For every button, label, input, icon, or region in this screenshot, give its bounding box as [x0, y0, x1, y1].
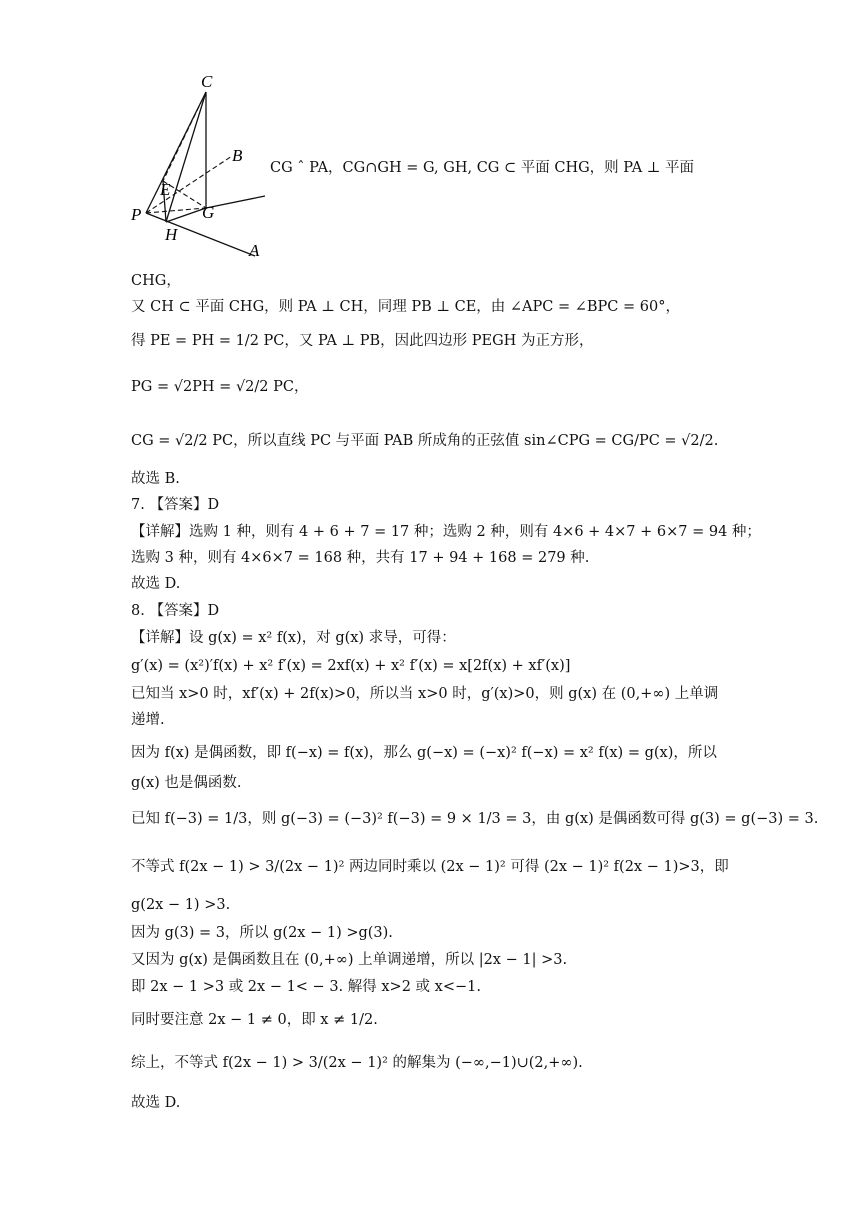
text-line-22: 因为 g(3) = 3，所以 g(2x − 1) >g(3).: [131, 925, 393, 941]
label-a: A: [249, 241, 260, 260]
text-line-20: 不等式 f(2x − 1) > 3/(2x − 1)² 两边同时乘以 (2x − 1)² 可得 (2x − 1)² f(2x − 1)>3，即: [131, 859, 729, 875]
text-line-11: 故选 D.: [131, 576, 181, 592]
ray-pb: [146, 156, 232, 213]
text-line-1: CG ˆ PA，CG∩GH = G, GH, CG ⊂ 平面 CHG，则 PA ⊥ 平面: [270, 160, 695, 176]
text-line-18: g(x) 也是偶函数.: [131, 775, 242, 791]
text-line-4: 得 PE = PH = 1/2 PC，又 PA ⊥ PB，因此四边形 PEGH 为正方形，: [131, 333, 594, 349]
text-line-16: 递增.: [131, 712, 165, 728]
text-line-3: 又 CH ⊂ 平面 CHG，则 PA ⊥ CH，同理 PB ⊥ CE，由 ∠APC = ∠BPC = 60°，: [131, 299, 680, 315]
text-line-27: 故选 D.: [131, 1095, 181, 1111]
answer-8-heading: 8. 【答案】D: [131, 603, 220, 619]
text-line-10: 选购 3 种，则有 4×6×7 = 168 种，共有 17 + 94 + 168 = 279 种.: [131, 550, 590, 566]
text-line-25: 同时要注意 2x − 1 ≠ 0，即 x ≠ 1/2.: [131, 1012, 378, 1028]
label-b: B: [232, 146, 243, 165]
text-line-26: 综上，不等式 f(2x − 1) > 3/(2x − 1)² 的解集为 (−∞,−1)∪(2,+∞).: [131, 1055, 583, 1071]
edge-ch: [166, 92, 206, 222]
text-line-15: 已知当 x>0 时，xf′(x) + 2f(x)>0，所以当 x>0 时，g′(x)>0，则 g(x) 在 (0,+∞) 上单调: [131, 686, 719, 702]
text-line-14: g′(x) = (x²)′f(x) + x² f′(x) = 2xf(x) + x² f′(x) = x[2f(x) + xf′(x)]: [131, 658, 571, 674]
label-c: C: [201, 72, 213, 91]
text-line-24: 即 2x − 1 >3 或 2x − 1< − 3. 解得 x>2 或 x<−1.: [131, 979, 481, 995]
label-p: P: [131, 205, 142, 224]
label-g: G: [202, 203, 215, 222]
text-line-5: PG = √2PH = √2/2 PC，: [131, 379, 309, 395]
text-line-19: 已知 f(−3) = 1/3，则 g(−3) = (−3)² f(−3) = 9 × 1/3 = 3，由 g(x) 是偶函数可得 g(3) = g(−3) = 3.: [131, 811, 819, 827]
text-line-9: 【详解】选购 1 种，则有 4 + 6 + 7 = 17 种；选购 2 种，则有 4×6 + 4×7 + 6×7 = 94 种；: [131, 524, 761, 540]
ray-g: [206, 196, 265, 208]
label-h: H: [165, 225, 178, 244]
label-e: E: [160, 180, 171, 199]
text-line-23: 又因为 g(x) 是偶函数且在 (0,+∞) 上单调递增，所以 |2x − 1| >3.: [131, 952, 568, 968]
ray-pa: [146, 213, 255, 256]
text-line-7: 故选 B.: [131, 471, 180, 487]
text-line-21: g(2x − 1) >3.: [131, 897, 231, 913]
text-line-17: 因为 f(x) 是偶函数，即 f(−x) = f(x)，那么 g(−x) = (−x)² f(−x) = x² f(x) = g(x)，所以: [131, 745, 717, 761]
pyramid-figure: [125, 72, 275, 267]
text-line-6: CG = √2/2 PC，所以直线 PC 与平面 PAB 所成角的正弦值 sin∠CPG = CG/PC = √2/2.: [131, 433, 719, 449]
text-line-13: 【详解】设 g(x) = x² f(x)，对 g(x) 求导，可得：: [131, 630, 456, 646]
answer-7-heading: 7. 【答案】D: [131, 497, 220, 513]
text-line-2: CHG，: [131, 273, 181, 289]
